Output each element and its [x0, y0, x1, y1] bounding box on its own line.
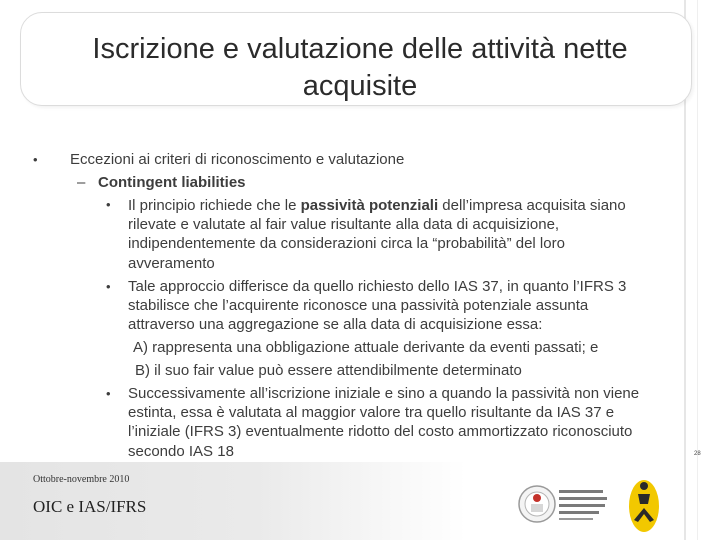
b1-line-1-post: dell’impresa acquisita siano [438, 197, 626, 214]
b1-line-3: indipendentemente da considerazioni circa la “probabilità” del loro [128, 235, 565, 252]
b1-line-4: avveramento [128, 255, 215, 272]
b2-line-2: stabilisce che l’acquirente riconosce una passività potenziale assunta [128, 297, 589, 314]
logo-seal-emblem [533, 494, 541, 502]
b1-line-2: rilevate e valutate al fair value risultante alla data di acquisizione, [128, 216, 560, 233]
page-number: 28 [694, 451, 701, 457]
b2-item-b: B) il suo fair value può essere attendibilmente determinato [135, 362, 522, 379]
b2-line-1: Tale approccio differisce da quello richiesto dello IAS 37, in quanto l’IFRS 3 [128, 278, 627, 295]
b1-line-1-bold: passività potenziali [300, 197, 439, 214]
footer-date: Ottobre-novembre 2010 [33, 474, 130, 485]
b3-line-3: l’iniziale (IFRS 3) eventualmente ridotto del costo ammortizzato riconosciuto [128, 423, 633, 440]
level2-dash: – [77, 174, 86, 191]
bullet-dot: • [106, 386, 111, 401]
logo-text-mark [559, 490, 603, 493]
b3-line-2: estinta, essa è valutata al maggior valore tra quello risultante da IAS 37 e [128, 404, 615, 421]
emblem-head [640, 482, 648, 490]
logo-text-mark [559, 504, 605, 507]
level2-text: Contingent liabilities [98, 174, 246, 191]
b3-line-1: Successivamente all’iscrizione iniziale e sino a quando la passività non viene [128, 385, 640, 402]
b2-item-a: A) rappresenta una obbligazione attuale derivante da eventi passati; e [133, 339, 599, 356]
title-line-2: acquisite [302, 70, 418, 102]
odcec-logo [517, 480, 617, 530]
oic-emblem-logo [624, 476, 664, 536]
logo-seal-shield [531, 504, 543, 512]
logo-text-mark [559, 518, 593, 520]
footer-brand: OIC e IAS/IFRS [33, 497, 147, 516]
b2-line-3: attraverso una aggregazione se alla data di acquisizione essa: [128, 316, 543, 333]
level1-text: Eccezioni ai criteri di riconoscimento e valutazione [70, 151, 405, 168]
bullet-dot: • [106, 197, 111, 212]
b1-line-1-pre: Il principio richiede che le [128, 197, 301, 214]
b1-line-1 [128, 196, 626, 215]
title-line-1: Iscrizione e valutazione delle attività nette [92, 33, 628, 65]
b3-line-4: secondo IAS 18 [128, 443, 234, 460]
logo-text-mark [559, 497, 607, 500]
bullet-dot: • [33, 152, 38, 167]
logo-text-mark [559, 511, 599, 514]
bullet-dot: • [106, 279, 111, 294]
emblem-torso [638, 494, 650, 504]
